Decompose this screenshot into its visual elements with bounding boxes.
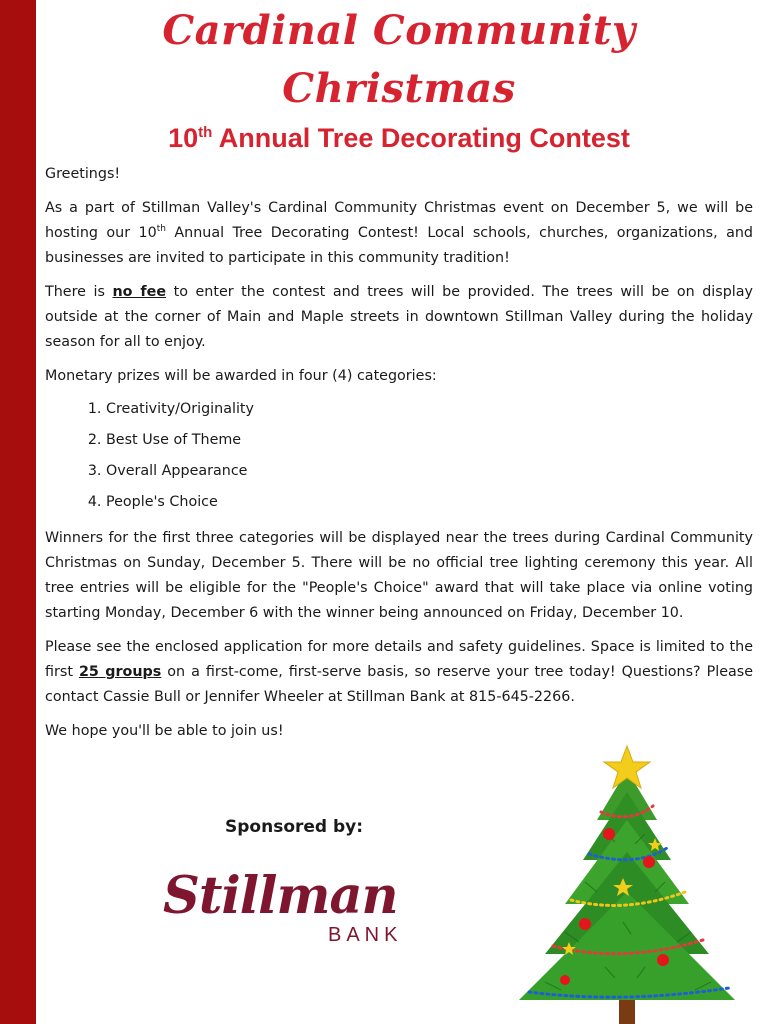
prizes-paragraph: Monetary prizes will be awarded in four (4) categories: xyxy=(45,368,437,384)
application-text-b: on a first-come, first-serve basis, so reserve your tree today! Questions? Please contact Cassie Bull or Jennifer Wheeler at Stillman Bank at 815-645-2266. xyxy=(45,664,754,705)
list-item: 2. Best Use of Theme xyxy=(106,425,753,456)
list-item: 1. Creativity/Originality xyxy=(106,394,753,425)
page-title: Cardinal Community Christmas xyxy=(162,7,636,112)
intro-paragraph xyxy=(45,196,753,271)
page-subtitle xyxy=(45,120,753,156)
category-list xyxy=(45,394,753,518)
fee-text-b: to enter the contest and trees will be provided. The trees will be on display outside at the corner of Main and Maple streets in downtown Stillman Valley during the holiday season for all to enjoy. xyxy=(45,284,753,350)
stillman-logo-name: Stillman xyxy=(163,866,398,926)
fee-paragraph xyxy=(45,280,753,355)
no-fee-emphasis: no fee xyxy=(112,284,167,300)
greeting: Greetings! xyxy=(45,166,121,182)
intro-superscript: th xyxy=(156,224,166,235)
christmas-tree-icon xyxy=(505,742,750,1024)
closing-line: We hope you'll be able to join us! xyxy=(45,723,284,739)
stillman-logo-bank: BANK xyxy=(328,924,403,946)
application-text-a: Please see the enclosed application for more details and safety guidelines. Space is limited to the first xyxy=(45,639,753,680)
groups-emphasis: 25 groups xyxy=(78,664,162,680)
list-item: 4. People's Choice xyxy=(106,487,753,518)
left-red-bar xyxy=(0,0,36,1024)
letter-body xyxy=(45,162,753,744)
subtitle-superscript: th xyxy=(198,124,213,141)
subtitle-text: Annual Tree Decorating Contest xyxy=(212,123,630,153)
list-item: 3. Overall Appearance xyxy=(106,456,753,487)
intro-text-b: Annual Tree Decorating Contest! Local schools, churches, organizations, and businesses are invited to participate in this community tradition! xyxy=(45,225,753,266)
application-paragraph xyxy=(45,635,753,710)
subtitle-number: 10 xyxy=(168,123,199,153)
sponsored-by-label: Sponsored by: xyxy=(225,817,364,837)
winners-paragraph: Winners for the first three categories will be displayed near the trees during Cardinal Community Christmas on Sunday, December 5. There will be no official tree lighting ceremony this year. All tree entries will be eligible for the "People's Choice" award that will take place via online voting starting Monday, December 6 with the winner being announced on Friday, December 10. xyxy=(45,530,753,621)
fee-text-a: There is xyxy=(45,284,113,300)
intro-text-a: As a part of Stillman Valley's Cardinal Community Christmas event on December 5, we will be hosting our 10 xyxy=(45,200,753,241)
